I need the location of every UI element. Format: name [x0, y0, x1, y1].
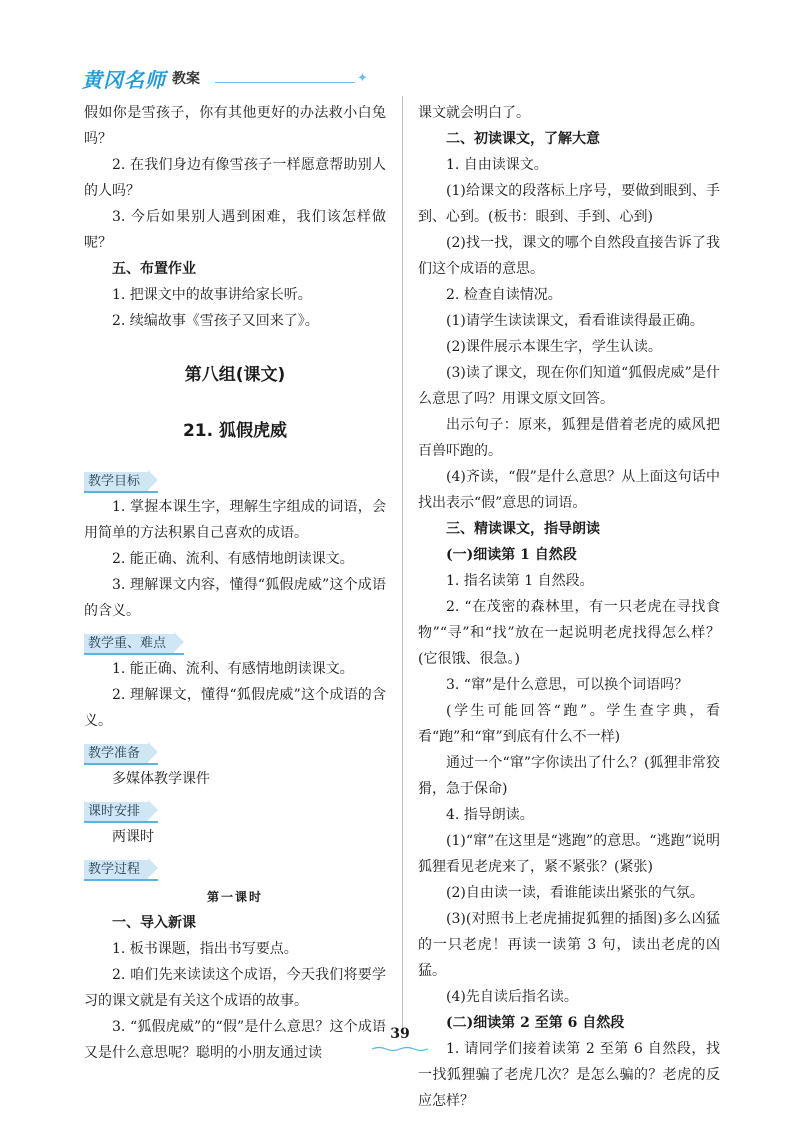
- paragraph: (2)自由读一读，看谁能读出紧张的气氛。: [446, 885, 704, 901]
- tag-preparation: [84, 742, 148, 762]
- paragraph: 3. 今后如果别人遇到困难，我们该怎样做呢？: [84, 209, 386, 251]
- lesson-title: 21. 狐假虎威: [182, 421, 288, 441]
- paragraph: 2. 咱们先来读读这个成语，今天我们将要学习的课文就是有关这个成语的故事。: [84, 967, 386, 1009]
- paragraph: 3. “窜”是什么意思，可以换个词语吗？: [446, 677, 689, 693]
- paragraph: 1. 把课文中的故事讲给家长听。: [112, 287, 312, 303]
- page-header: [82, 64, 368, 94]
- column-divider: [402, 96, 403, 1032]
- section-heading: 一、导入新课: [112, 915, 196, 931]
- paragraph: (4)齐读，“假”是什么意思？从上面这句话中找出表示“假”意思的词语。: [418, 469, 720, 511]
- tag-label: 课时安排: [84, 802, 148, 822]
- paragraph: (2)课件展示本课生字，学生认读。: [446, 339, 662, 355]
- tag-process: [84, 858, 148, 878]
- paragraph: 两课时: [112, 829, 154, 845]
- paragraph: (1)请学生读读课文，看看谁读得最正确。: [446, 313, 704, 329]
- paragraph: 1. 请同学们接着读第 2 至第 6 自然段，找一找狐狸骗了老虎几次？是怎么骗的？老虎的反应怎样？: [418, 1041, 720, 1109]
- paragraph: 2. 理解课文，懂得“狐假虎威”这个成语的含义。: [84, 687, 386, 729]
- sparkle-icon: ✦: [357, 71, 368, 86]
- paragraph: (学生可能回答“跑”。学生查字典，看看“跑”和“窜”到底有什么不一样): [418, 703, 720, 745]
- page-number-ornament: [372, 1046, 428, 1052]
- section-heading: 三、精读课文，指导朗读: [446, 521, 600, 537]
- left-column: [84, 100, 386, 1066]
- paragraph: 2. “在茂密的森林里，有一只老虎在寻找食物”“寻”和“找”放在一起说明老虎找得怎么样？(它很饿、很急。): [418, 599, 720, 667]
- paragraph: 2. 检查自读情况。: [446, 287, 562, 303]
- paragraph: 通过一个“窜”字你读出了什么？(狐狸非常狡猾，急于保命): [418, 755, 720, 797]
- tag-key-points: [84, 632, 174, 652]
- paragraph: 1. 掌握本课生字，理解生字组成的词语，会用简单的方法积累自己喜欢的成语。: [84, 499, 386, 541]
- paragraph: 课文就会明白了。: [418, 105, 530, 121]
- tag-label: 教学重、难点: [84, 634, 174, 654]
- paragraph: (3)读了课文，现在你们知道“狐假虎威”是什么意思了吗？用课文原文回答。: [418, 365, 720, 407]
- right-column: [418, 100, 720, 1114]
- tag-label: 教学目标: [84, 472, 148, 492]
- paragraph: 2. 在我们身边有像雪孩子一样愿意帮助别人的人吗？: [84, 157, 386, 199]
- paragraph: (4)先自读后指名读。: [446, 989, 578, 1005]
- paragraph: 2. 续编故事《雪孩子又回来了》。: [112, 313, 319, 329]
- paragraph: 1. 能正确、流利、有感情地朗读课文。: [112, 661, 354, 677]
- paragraph: (1)给课文的段落标上序号，要做到眼到、手到、心到。(板书：眼到、手到、心到): [418, 183, 720, 225]
- paragraph: 2. 能正确、流利、有感情地朗读课文。: [112, 551, 354, 567]
- section-heading: 五、布置作业: [112, 261, 196, 277]
- brand-logo: 黄冈名师: [82, 68, 166, 92]
- lesson-period-title: 第一课时: [206, 890, 263, 904]
- paragraph: 1. 板书课题，指出书写要点。: [112, 941, 298, 957]
- paragraph: 4. 指导朗读。: [446, 807, 534, 823]
- brand-subtitle: 教案: [172, 71, 200, 87]
- paragraph: 1. 自由读课文。: [446, 157, 548, 173]
- paragraph: (3)(对照书上老虎捕捉狐狸的插图)多么凶猛的一只老虎！再读一读第 3 句，读出老虎的凶猛。: [418, 911, 720, 979]
- page-number: 39: [390, 1026, 410, 1042]
- subsection-heading: (一)细读第 1 自然段: [446, 547, 577, 563]
- paragraph: 假如你是雪孩子，你有其他更好的办法救小白兔吗？: [84, 105, 386, 147]
- tag-label: 教学过程: [84, 860, 148, 880]
- paragraph: 3. “狐假虎威”的“假”是什么意思？这个成语又是什么意思呢？聪明的小朋友通过读: [84, 1019, 386, 1061]
- header-rule: [215, 82, 355, 83]
- paragraph: (2)找一找，课文的哪个自然段直接告诉了我们这个成语的意思。: [418, 235, 720, 277]
- paragraph: 3. 理解课文内容，懂得“狐假虎威”这个成语的含义。: [84, 577, 386, 619]
- paragraph: 出示句子：原来，狐狸是借着老虎的威风把百兽吓跑的。: [418, 417, 720, 459]
- section-heading: 二、初读课文，了解大意: [446, 131, 600, 147]
- tag-teaching-goals: [84, 470, 148, 490]
- paragraph: (1)“窜”在这里是“逃跑”的意思。“逃跑”说明狐狸看见老虎来了，紧不紧张？(紧张): [418, 833, 720, 875]
- paragraph: 多媒体教学课件: [112, 771, 210, 787]
- paragraph: 1. 指名读第 1 自然段。: [446, 573, 594, 589]
- group-title: 第八组(课文): [184, 365, 286, 385]
- subsection-heading: (二)细读第 2 至第 6 自然段: [446, 1015, 625, 1031]
- tag-label: 教学准备: [84, 744, 148, 764]
- tag-schedule: [84, 800, 148, 820]
